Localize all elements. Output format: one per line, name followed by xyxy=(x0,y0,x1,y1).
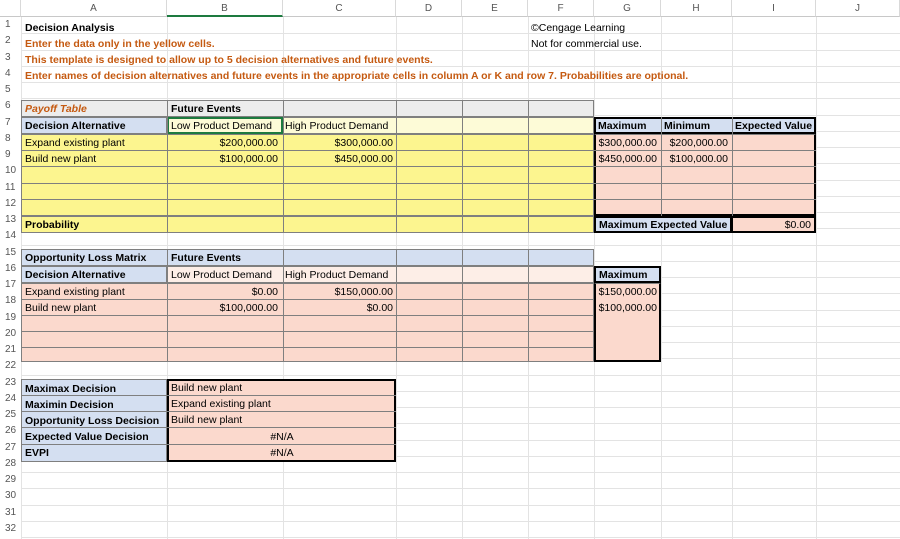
instruction-1[interactable]: Enter the data only in the yellow cells. xyxy=(25,38,215,50)
row-header[interactable]: 22 xyxy=(5,360,17,372)
decision-value-opportunity[interactable]: Build new plant xyxy=(171,414,243,426)
row-header[interactable]: 8 xyxy=(5,132,11,144)
row-header[interactable]: 18 xyxy=(5,295,17,307)
probability-row[interactable] xyxy=(21,216,594,233)
row-header[interactable]: 19 xyxy=(5,311,17,323)
decision-label-evpi[interactable]: EVPI xyxy=(25,447,49,459)
max-header[interactable]: Maximum xyxy=(598,120,647,132)
grid-row-line xyxy=(21,537,900,538)
cell-divider xyxy=(462,117,463,134)
column-header-f[interactable]: F xyxy=(528,0,594,17)
payoff-val-2-2[interactable]: $450,000.00 xyxy=(334,153,393,165)
row-header[interactable]: 31 xyxy=(5,506,17,518)
payoff-table-label[interactable]: Payoff Table xyxy=(25,103,87,115)
row-header[interactable]: 30 xyxy=(5,490,17,502)
column-header-b[interactable]: B xyxy=(167,0,283,17)
payoff-event-2[interactable]: High Product Demand xyxy=(285,120,389,132)
copyright-text[interactable]: ©Cengage Learning xyxy=(531,22,626,34)
decision-label-expected[interactable]: Expected Value Decision xyxy=(25,431,149,443)
cell-divider xyxy=(528,100,529,117)
cell-divider xyxy=(396,283,397,362)
olm-event-1[interactable]: Low Product Demand xyxy=(171,269,272,281)
column-header-j[interactable]: J xyxy=(816,0,900,17)
grid-column-line xyxy=(732,17,733,539)
payoff-val-2-1[interactable]: $100,000.00 xyxy=(219,153,278,165)
max-ev-value[interactable]: $0.00 xyxy=(784,219,811,231)
grid-row-line xyxy=(21,472,900,473)
cell-divider xyxy=(21,216,594,217)
row-header[interactable]: 5 xyxy=(5,84,11,95)
decision-value-maximin[interactable]: Expand existing plant xyxy=(171,398,271,410)
olm-alt-1[interactable]: Expand existing plant xyxy=(25,286,125,298)
row-header[interactable]: 29 xyxy=(5,474,17,485)
grid-column-line xyxy=(816,17,817,539)
column-header-a[interactable]: A xyxy=(21,0,167,17)
row-header[interactable]: 20 xyxy=(5,327,17,339)
grid-row-line xyxy=(21,521,900,522)
grid-row-line xyxy=(21,488,900,489)
row-header[interactable]: 16 xyxy=(5,262,17,274)
row-header[interactable]: 13 xyxy=(5,214,17,225)
row-header[interactable]: 12 xyxy=(5,197,17,209)
cell-divider xyxy=(21,331,594,332)
payoff-alt-1[interactable]: Expand existing plant xyxy=(25,137,125,149)
olm-title[interactable]: Opportunity Loss Matrix xyxy=(25,252,147,264)
min-2[interactable]: $100,000.00 xyxy=(669,153,728,165)
max-1[interactable]: $300,000.00 xyxy=(598,137,657,149)
olm-val-1-2[interactable]: $150,000.00 xyxy=(334,286,393,298)
cell-divider xyxy=(396,100,397,117)
instruction-3[interactable]: Enter names of decision alternatives and future events in the appropriate cells in column A or K and row 7. Probabilities are optional. xyxy=(25,70,689,82)
sheet-title[interactable]: Decision Analysis xyxy=(25,22,115,34)
row-header[interactable]: 27 xyxy=(5,441,17,453)
cell-divider xyxy=(396,117,397,134)
cell-divider xyxy=(283,249,284,266)
cell-divider xyxy=(21,347,594,348)
cell-divider xyxy=(396,249,397,266)
ev-header[interactable]: Expected Value xyxy=(735,120,813,132)
olm-val-1-1[interactable]: $0.00 xyxy=(251,286,278,298)
row-header[interactable]: 1 xyxy=(5,19,11,30)
payoff-future-events[interactable]: Future Events xyxy=(171,103,242,115)
olm-future-events[interactable]: Future Events xyxy=(171,252,242,264)
cell-divider xyxy=(21,183,594,184)
olm-alt-2[interactable]: Build new plant xyxy=(25,302,97,314)
olm-max-2[interactable]: $100,000.00 xyxy=(598,302,657,314)
payoff-alt-header[interactable]: Decision Alternative xyxy=(25,120,126,132)
row-header[interactable]: 7 xyxy=(5,116,11,128)
notice-text[interactable]: Not for commercial use. xyxy=(531,38,642,50)
min-header[interactable]: Minimum xyxy=(664,120,711,132)
row-header[interactable]: 15 xyxy=(5,246,17,258)
row-header[interactable]: 25 xyxy=(5,409,17,420)
decision-label-maximin[interactable]: Maximin Decision xyxy=(25,399,114,411)
olm-val-2-1[interactable]: $100,000.00 xyxy=(219,302,278,314)
payoff-header-band xyxy=(21,100,594,117)
column-header-g[interactable]: G xyxy=(594,0,661,17)
cell-divider xyxy=(462,249,463,266)
column-header-d[interactable]: D xyxy=(396,0,462,17)
cell-divider xyxy=(21,199,594,200)
instruction-2[interactable]: This template is designed to allow up to 5 decision alternatives and future events. xyxy=(25,54,433,66)
cell-divider xyxy=(462,283,463,362)
payoff-alt-2[interactable]: Build new plant xyxy=(25,153,97,165)
select-all-corner[interactable] xyxy=(0,0,21,17)
olm-event-2[interactable]: High Product Demand xyxy=(285,269,389,281)
row-header[interactable]: 26 xyxy=(5,425,17,437)
max-2[interactable]: $450,000.00 xyxy=(598,153,657,165)
row-header[interactable]: 21 xyxy=(5,344,17,355)
row-header[interactable]: 11 xyxy=(5,181,16,193)
payoff-val-1-2[interactable]: $300,000.00 xyxy=(334,137,393,149)
row-header[interactable]: 4 xyxy=(5,67,11,79)
cell-divider xyxy=(528,117,529,134)
row-header[interactable]: 28 xyxy=(5,457,17,469)
cell-divider xyxy=(283,100,284,117)
column-header-c[interactable]: C xyxy=(283,0,396,17)
cell-divider xyxy=(594,183,816,184)
decision-value-maximax[interactable]: Build new plant xyxy=(171,382,243,394)
grid-row-line xyxy=(21,375,900,376)
payoff-event-1[interactable]: Low Product Demand xyxy=(171,120,272,132)
row-header[interactable]: 9 xyxy=(5,149,11,160)
row-header[interactable]: 23 xyxy=(5,376,17,388)
grid-row-line xyxy=(21,245,900,246)
row-header[interactable]: 10 xyxy=(5,165,17,177)
grid-row-line xyxy=(21,505,900,506)
decision-value-evpi[interactable]: #N/A xyxy=(270,447,294,459)
min-1[interactable]: $200,000.00 xyxy=(669,137,728,149)
row-header[interactable]: 14 xyxy=(5,230,17,242)
row-header[interactable]: 24 xyxy=(5,392,17,404)
grid-row-line xyxy=(21,33,900,34)
payoff-val-1-1[interactable]: $200,000.00 xyxy=(219,137,278,149)
row-header[interactable]: 17 xyxy=(5,279,17,290)
cell-divider xyxy=(528,266,529,283)
cell-divider xyxy=(528,249,529,266)
olm-max-header[interactable]: Maximum xyxy=(599,269,648,281)
probability-label[interactable]: Probability xyxy=(25,219,80,231)
column-header-h[interactable]: H xyxy=(661,0,732,17)
grid-column-line xyxy=(661,17,662,539)
olm-max-1[interactable]: $150,000.00 xyxy=(598,286,657,298)
olm-val-2-2[interactable]: $0.00 xyxy=(366,302,393,314)
cell-divider xyxy=(462,266,463,283)
cell-divider xyxy=(396,266,397,283)
cell-divider xyxy=(594,199,816,200)
column-header-i[interactable]: I xyxy=(732,0,816,17)
row-header[interactable]: 2 xyxy=(5,35,11,47)
column-header-e[interactable]: E xyxy=(462,0,528,17)
cell-divider xyxy=(462,100,463,117)
row-header[interactable]: 32 xyxy=(5,522,17,534)
row-header[interactable]: 3 xyxy=(5,51,11,63)
decision-label-opportunity[interactable]: Opportunity Loss Decision xyxy=(25,415,160,427)
decision-value-expected[interactable]: #N/A xyxy=(270,431,294,443)
decision-label-maximax[interactable]: Maximax Decision xyxy=(25,383,117,395)
row-header[interactable]: 6 xyxy=(5,100,11,112)
olm-alt-header[interactable]: Decision Alternative xyxy=(25,269,126,281)
max-ev-label[interactable]: Maximum Expected Value xyxy=(599,219,728,231)
cell-divider xyxy=(528,283,529,362)
